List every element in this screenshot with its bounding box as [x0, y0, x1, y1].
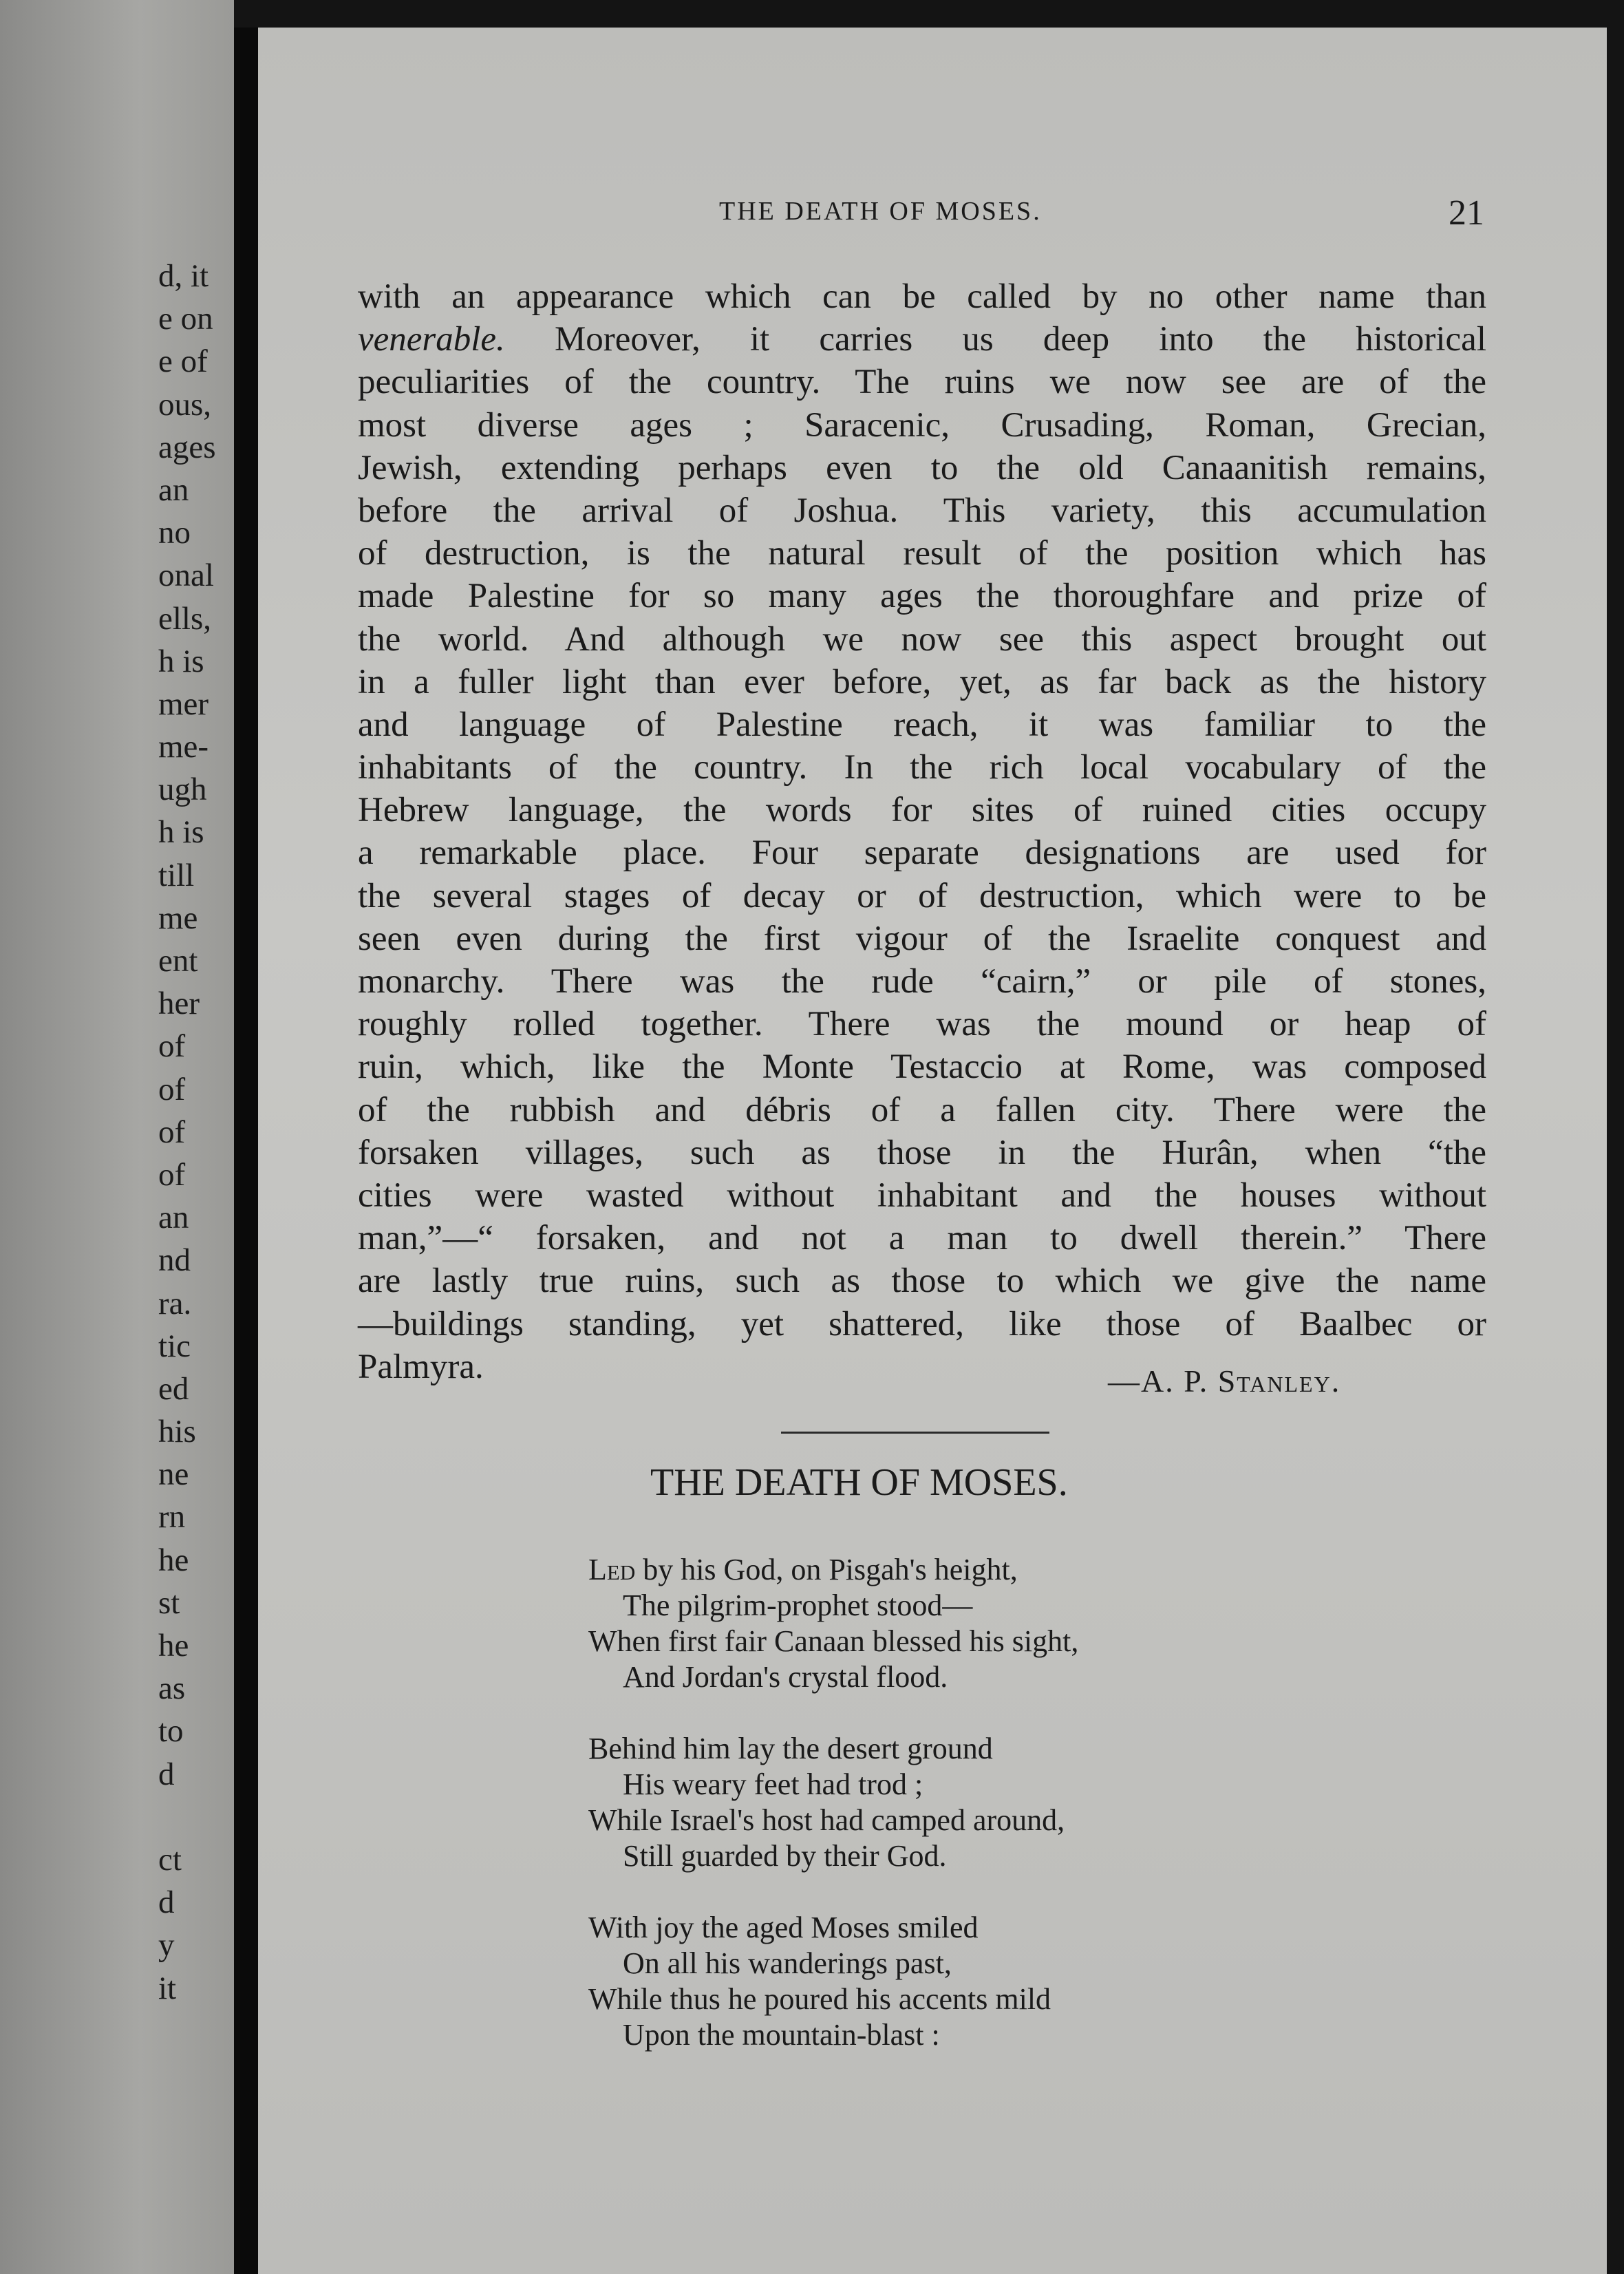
left-page-fragment: of	[158, 1071, 186, 1107]
poem-stanza	[588, 1552, 1078, 1695]
left-page-fragment	[158, 1796, 234, 1838]
poem-line: On all his wanderings past,	[623, 1946, 952, 1980]
left-page-fragment: rn	[158, 1499, 186, 1536]
prose-line: in a fuller light than ever before, yet, as far back as the history	[358, 662, 1486, 701]
prose-line: the several stages of decay or of destruction, which were to be	[358, 876, 1486, 915]
left-page-text-fragments	[158, 255, 234, 2010]
prose-line: of destruction, is the natural result of the position which has	[358, 534, 1486, 573]
prose-paragraph	[358, 275, 1486, 1388]
prose-line: of the rubbish and débris of a fallen city. There were the	[358, 1090, 1486, 1129]
prose-line: most diverse ages ; Saracenic, Crusading, Roman, Grecian,	[358, 405, 1486, 445]
prose-line: ruin, which, like the Monte Testaccio at Rome, was composed	[358, 1048, 1486, 1087]
poem-line: Upon the mountain-blast :	[623, 2018, 940, 2052]
left-page-fragment: of	[158, 1114, 186, 1150]
left-page-fragment: me	[158, 900, 198, 936]
left-page-fragment: her	[158, 986, 200, 1022]
poem-line: The pilgrim-prophet stood—	[623, 1588, 973, 1622]
left-page-fragment: ed	[158, 1370, 189, 1407]
poem-title: THE DEATH OF MOSES.	[650, 1461, 1068, 1504]
left-page-fragment: y	[158, 1927, 175, 1964]
left-page-fragment: onal	[158, 557, 214, 594]
poem-line: And Jordan's crystal flood.	[623, 1660, 948, 1694]
left-page-fragment: of	[158, 1156, 186, 1193]
running-header: THE DEATH OF MOSES.	[719, 197, 1042, 226]
left-page-fragment: as	[158, 1670, 186, 1707]
left-page-fragment: d	[158, 1756, 175, 1792]
poem-stanza	[588, 1910, 1078, 2053]
left-page-fragment: of	[158, 1028, 186, 1065]
prose-line: peculiarities of the country. The ruins we now see are of the	[358, 363, 1486, 402]
left-page-fragment: he	[158, 1542, 189, 1578]
left-page-fragment: e on	[158, 301, 213, 337]
poem-line: His weary feet had trod ;	[623, 1767, 923, 1801]
poem-line: With joy the aged Moses smiled	[588, 1911, 979, 1944]
left-page-fragment: his	[158, 1414, 196, 1450]
left-page-fragment: no	[158, 515, 191, 551]
prose-line: before the arrival of Joshua. This variety, this accumulation	[358, 491, 1486, 530]
page-number: 21	[1449, 193, 1484, 233]
prose-line: and language of Palestine reach, it was familiar to the	[358, 705, 1486, 744]
section-divider	[781, 1432, 1049, 1434]
left-page-fragment: ugh	[158, 772, 207, 808]
prose-line: seen even during the first vigour of the Israelite conquest and	[358, 919, 1486, 958]
left-page-fragment: tic	[158, 1328, 191, 1364]
prose-line: a remarkable place. Four separate designations are used for	[358, 833, 1486, 873]
left-page-fragment: st	[158, 1584, 180, 1621]
left-page-fragment: till	[158, 857, 195, 893]
prose-line: —buildings standing, yet shattered, like those of Baalbec or	[358, 1304, 1486, 1343]
prose-line: Hebrew language, the words for sites of ruined cities occupy	[358, 791, 1486, 830]
prose-line: Jewish, extending perhaps even to the old Canaanitish remains,	[358, 448, 1486, 487]
left-page-fragment: h is	[158, 814, 204, 851]
left-page-fragment: it	[158, 1970, 177, 2006]
prose-attribution: —A. P. Stanley.	[1108, 1363, 1341, 1399]
left-page-fragment: e of	[158, 343, 208, 380]
prose-line: the world. And although we now see this aspect brought out	[358, 619, 1486, 659]
prose-line: Palmyra.	[358, 1347, 484, 1386]
poem-line: Behind him lay the desert ground	[588, 1732, 993, 1765]
left-page-fragment: ous,	[158, 386, 212, 423]
prose-line: made Palestine for so many ages the thoroughfare and prize of	[358, 577, 1486, 616]
left-page-fragment: ells,	[158, 600, 212, 637]
book-gutter	[234, 28, 258, 2274]
left-page-fragment: an	[158, 1200, 189, 1236]
left-page-fragment: d, it	[158, 258, 209, 294]
poem-body	[588, 1552, 1078, 2089]
left-page-fragment: an	[158, 471, 189, 508]
poem-line: While Israel's host had camped around,	[588, 1803, 1065, 1837]
left-page-fragment: ne	[158, 1456, 189, 1493]
poem-line: While thus he poured his accents mild	[588, 1982, 1051, 2016]
left-page-fragment: me-	[158, 729, 209, 765]
poem-line: When first fair Canaan blessed his sight,	[588, 1624, 1079, 1658]
prose-line: cities were wasted without inhabitant and the houses without	[358, 1176, 1486, 1215]
left-page-fragment: d	[158, 1884, 175, 1921]
left-page-fragment: ra.	[158, 1285, 192, 1321]
prose-line: inhabitants of the country. In the rich local vocabulary of the	[358, 748, 1486, 787]
poem-stanza	[588, 1731, 1078, 1874]
left-page-fragment: he	[158, 1628, 189, 1664]
poem-line: Still guarded by their God.	[623, 1839, 947, 1873]
left-page-fragment: nd	[158, 1242, 191, 1279]
left-page-fragment: ent	[158, 943, 198, 979]
prose-line: are lastly true ruins, such as those to which we give the name	[358, 1262, 1486, 1301]
left-page-fragment: ct	[158, 1841, 182, 1878]
left-page-edge	[0, 0, 234, 2274]
prose-line: man,”—“ forsaken, and not a man to dwell therein.” There	[358, 1219, 1486, 1258]
prose-line: monarchy. There was the rude “cairn,” or pile of stones,	[358, 962, 1486, 1001]
prose-line: with an appearance which can be called by no other name than	[358, 277, 1486, 316]
left-page-fragment: ages	[158, 429, 216, 465]
prose-line: forsaken villages, such as those in the Hurân, when “the	[358, 1133, 1486, 1172]
left-page-fragment: to	[158, 1713, 184, 1750]
left-page-fragment: mer	[158, 686, 209, 722]
left-page-fragment: h is	[158, 643, 204, 679]
prose-line: roughly rolled together. There was the mound or heap of	[358, 1005, 1486, 1044]
prose-line: venerable. Moreover, it carries us deep into the historical	[358, 320, 1486, 359]
poem-line: Led by his God, on Pisgah's height,	[588, 1553, 1018, 1586]
